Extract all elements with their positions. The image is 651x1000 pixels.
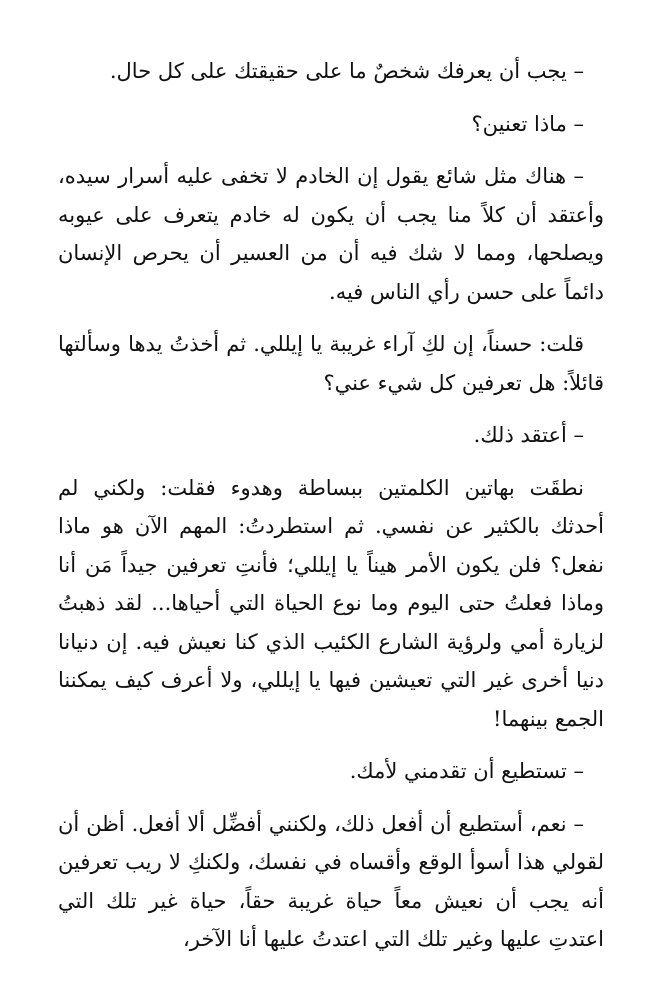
paragraph-7: – تستطيع أن تقدمني لأمك. bbox=[349, 759, 584, 783]
paragraph-1: – يجب أن يعرفك شخصٌ ما على حقيقتك على كل حال. bbox=[109, 59, 584, 83]
paragraph-8: – نعم، أستطيع أن أفعل ذلك، ولكنني أفضِّل ألا أفعل. أظن أن لقولي هذا أسوأ الوقع وأقساه في نفسك، ولكنكِ لا ريب تعرفين أنه يجب أن نعيش معاً حياة غريبة حقاً، حياة غير تلك التي اعتدتِ عليها وغير تلك التي اعتدتُ عليها أنا الآخر، bbox=[58, 811, 604, 951]
book-page bbox=[58, 52, 604, 973]
paragraph-6: نطقَت بهاتين الكلمتين ببساطة وهدوء فقلت: ولكني لم أحدثك بالكثير عن نفسي. ثم استطردتُ: المهم الآن هو ماذا نفعل؟ فلن يكون الأمر هيناً يا إيللي؛ فأنتِ تعرفين جيداً مَن أنا وماذا فعلتُ حتى اليوم وما نوع الحياة التي أحياها... لقد ذهبتُ لزيارة أمي ولرؤية الشارع الكئيب الذي كنا نعيش فيه. إن دنيانا دنيا أخرى غير التي تعيشين فيها يا إيللي، ولا أعرف كيف يمكننا الجمع بينهما! bbox=[58, 475, 604, 731]
paragraph-2: – ماذا تعنين؟ bbox=[471, 111, 584, 136]
paragraph-4: قلت: حسناً، إن لكِ آراء غريبة يا إيللي. ثم أخذتُ يدها وسألتها قائلاً: هل تعرفين كل شيء عني؟ bbox=[58, 332, 604, 395]
paragraph-3: – هناك مثل شائع يقول إن الخادم لا تخفى عليه أسرار سيده، وأعتقد أن كلاً منا يجب أن يكون له خادم يتعرف على عيوبه ويصلحها، ومما لا شك فيه أن من العسير أن يحرص الإنسان دائماً على حسن رأي الناس فيه. bbox=[58, 164, 604, 304]
paragraph-5: – أعتقد ذلك. bbox=[473, 423, 584, 447]
